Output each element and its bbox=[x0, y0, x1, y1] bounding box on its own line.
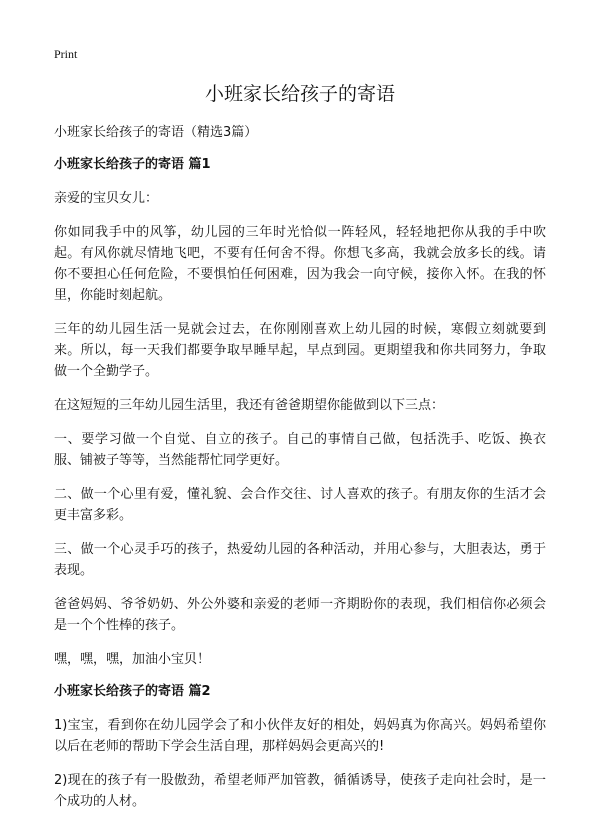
paragraph: 2)现在的孩子有一股傲劲，希望老师严加管教，循循诱导，使孩子走向社会时，是一个成功的人材。 bbox=[54, 773, 546, 809]
section-heading: 小班家长给孩子的寄语 篇2 bbox=[54, 684, 211, 699]
page-title: 小班家长给孩子的寄语 bbox=[204, 83, 395, 105]
section-heading: 小班家长给孩子的寄语 篇1 bbox=[54, 157, 211, 172]
paragraph: 1)宝宝，看到你在幼儿园学会了和小伙伴友好的相处，妈妈真为你高兴。妈妈希望你以后在老师的帮助下学会生活自理，那样妈妈会更高兴的! bbox=[54, 718, 546, 754]
paragraph: 你如同我手中的风筝，幼儿园的三年时光恰似一阵轻风，轻轻地把你从我的手中吹起。有风你就尽情地飞吧，不要有任何舍不得。你想飞多高，我就会放多长的线。请你不要担心任何危险，不要惧怕任何困难，因为我会一向守候，接你入怀。在我的怀里，你能时刻起航。 bbox=[54, 225, 546, 303]
document-subtitle: 小班家长给孩子的寄语（精选3篇） bbox=[54, 125, 258, 140]
paragraph: 三年的幼儿园生活一晃就会过去，在你刚刚喜欢上幼儿园的时候，寒假立刻就要到来。所以，每一天我们都要争取早睡早起，早点到园。更期望我和你共同努力，争取做一个全勤学子。 bbox=[54, 322, 546, 379]
section-2 bbox=[54, 683, 546, 812]
print-label: Print bbox=[54, 47, 78, 61]
closing-paragraph: 嘿，嘿，嘿，加油小宝贝！ bbox=[54, 652, 211, 667]
list-item-paragraph: 二、做一个心里有爱，懂礼貌、会合作交往、讨人喜欢的孩子。有朋友你的生活才会更丰富多彩。 bbox=[54, 487, 546, 523]
list-item-paragraph: 一、要学习做一个自觉、自立的孩子。自己的事情自己做，包括洗手、吃饭、换衣服、铺被子等等，当然能帮忙同学更好。 bbox=[54, 432, 546, 468]
list-item-paragraph: 三、做一个心灵手巧的孩子，热爱幼儿园的各种活动，并用心参与，大胆表达，勇于表现。 bbox=[54, 542, 546, 578]
paragraph: 在这短短的三年幼儿园生活里，我还有爸爸期望你能做到以下三点： bbox=[54, 398, 445, 413]
greeting-paragraph: 亲爱的宝贝女儿： bbox=[54, 191, 159, 206]
paragraph: 爸爸妈妈、爷爷奶奶、外公外婆和亲爱的老师一齐期盼你的表现，我们相信你必须会是一个个性棒的孩子。 bbox=[54, 597, 546, 633]
section-1 bbox=[54, 156, 546, 670]
